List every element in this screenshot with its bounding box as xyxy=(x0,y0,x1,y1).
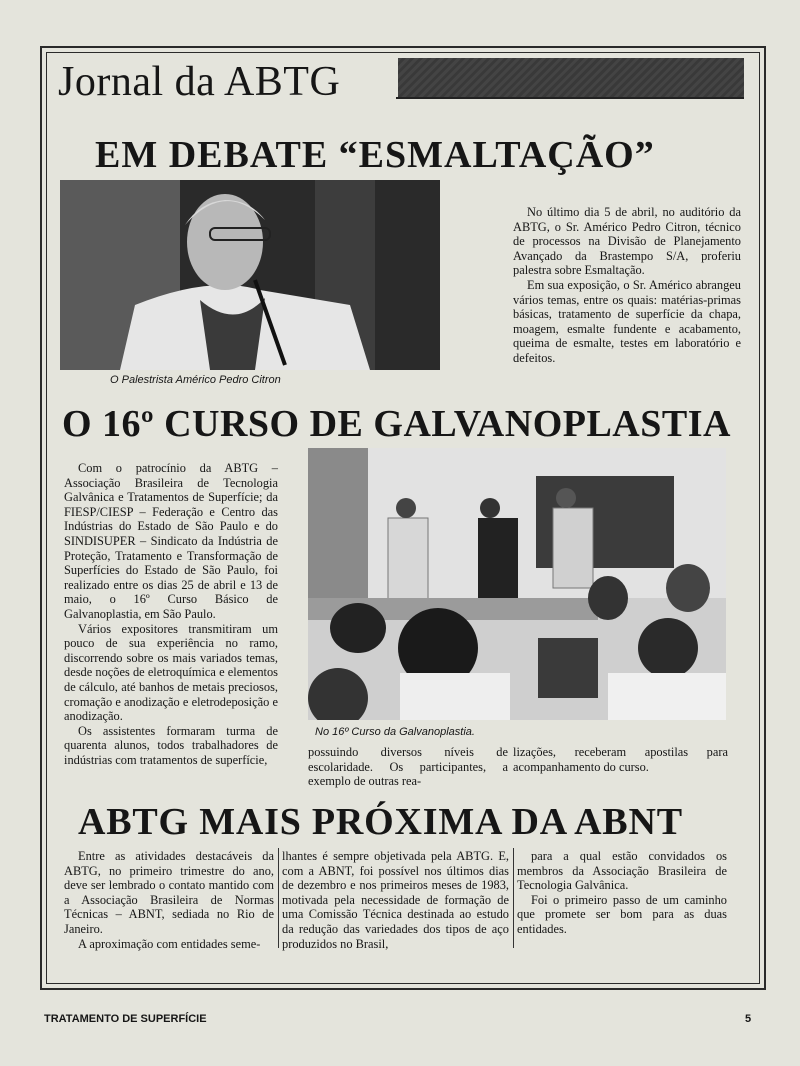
classroom-photo-caption: No 16º Curso da Galvanoplastia. xyxy=(315,726,475,738)
abnt-column-2: lhantes é sempre objetivada pela ABTG. E, com a ABNT, foi possível nos últimos dias de dezembro e nos primeiros meses de 1983, motivada pela necessidade de formação de uma Comissão Técnica destinada ao estudo da redução das variedades dos tipos de aço produzidos no Brasil, xyxy=(282,849,509,951)
esmaltacao-article xyxy=(513,205,741,366)
speaker-photo xyxy=(60,180,440,370)
abnt-column-3 xyxy=(517,849,727,937)
curso-paragraph: Vários expositores transmitiram um pouco de sua experiência no ramo, discorrendo sobre os mais variados temas, desde noções de eletroquímica e elementos de cálculo, até banhos de metais preciosos, cromação e anodização e eletrodeposição e anodização. xyxy=(64,621,278,724)
curso-column-2: possuindo diversos níveis de escolaridade. Os participantes, a exemplo de outras rea- xyxy=(308,745,508,789)
speaker-photo-caption: O Palestrista Américo Pedro Citron xyxy=(110,374,281,386)
curso-column-3: lizações, receberam apostilas para acompanhamento do curso. xyxy=(513,745,728,774)
abnt-paragraph: Entre as atividades destacáveis da ABTG, no primeiro trimestre do ano, deve ser lembrado o contato mantido com a Associação Brasileira de Normas Técnicas – ABNT, sediada no Rio de Janeiro. xyxy=(64,849,274,936)
abnt-paragraph: Foi o primeiro passo de um caminho que promete ser bom para as duas entidades. xyxy=(517,892,727,936)
esmaltacao-paragraph: Em sua exposição, o Sr. Américo abrangeu vários temas, entre os quais: matérias-primas básicas, tratamento de superfície da chapa, moagem, esmalte fundente e acabamento, queima de esmalte, testes em laboratório e defeitos. xyxy=(513,277,741,365)
masthead-bar xyxy=(398,58,744,98)
column-divider xyxy=(513,848,514,948)
publication-name: TRATAMENTO DE SUPERFÍCIE xyxy=(44,1013,207,1025)
masthead-rule xyxy=(396,97,744,99)
curso-headline: O 16º CURSO DE GALVANOPLASTIA xyxy=(62,403,731,445)
abnt-column-1 xyxy=(64,849,274,951)
esmaltacao-paragraph: No último dia 5 de abril, no auditório da ABTG, o Sr. Américo Pedro Citron, técnico de processos na Divisão de Planejamento Avançado da Brastempo S/A, proferiu palestra sobre Esmaltação. xyxy=(513,205,741,278)
abnt-paragraph: para a qual estão convidados os membros da Associação Brasileira de Tecnologia Galvânica. xyxy=(517,849,727,893)
esmaltacao-headline: EM DEBATE “ESMALTAÇÃO” xyxy=(95,134,655,176)
curso-paragraph: Com o patrocínio da ABTG – Associação Brasileira de Tecnologia Galvânica e Tratamentos de Superfície; da FIESP/CIESP – Federação e Centro das Indústrias do Estado de São Paulo e do SINDISUPER – Sindicato da Indústria de Proteção, Tratamento e Transformação de Superfícies do Estado de São Paulo, foi realizado entre os dias 25 de abril e 13 de maio, o 16º Curso Básico de Galvanoplastia, em São Paulo. xyxy=(64,461,278,621)
page-number: 5 xyxy=(745,1013,752,1025)
abnt-paragraph: A aproximação com entidades seme- xyxy=(78,936,261,951)
column-divider xyxy=(278,848,279,948)
curso-paragraph: Os assistentes formaram turma de quarenta alunos, todos trabalhadores de indústrias com tratamentos de superfície, xyxy=(64,723,278,767)
abnt-headline: ABTG MAIS PRÓXIMA DA ABNT xyxy=(78,801,683,843)
curso-column-1 xyxy=(64,461,278,767)
masthead-title: Jornal da ABTG xyxy=(58,59,341,105)
classroom-photo xyxy=(308,448,726,720)
